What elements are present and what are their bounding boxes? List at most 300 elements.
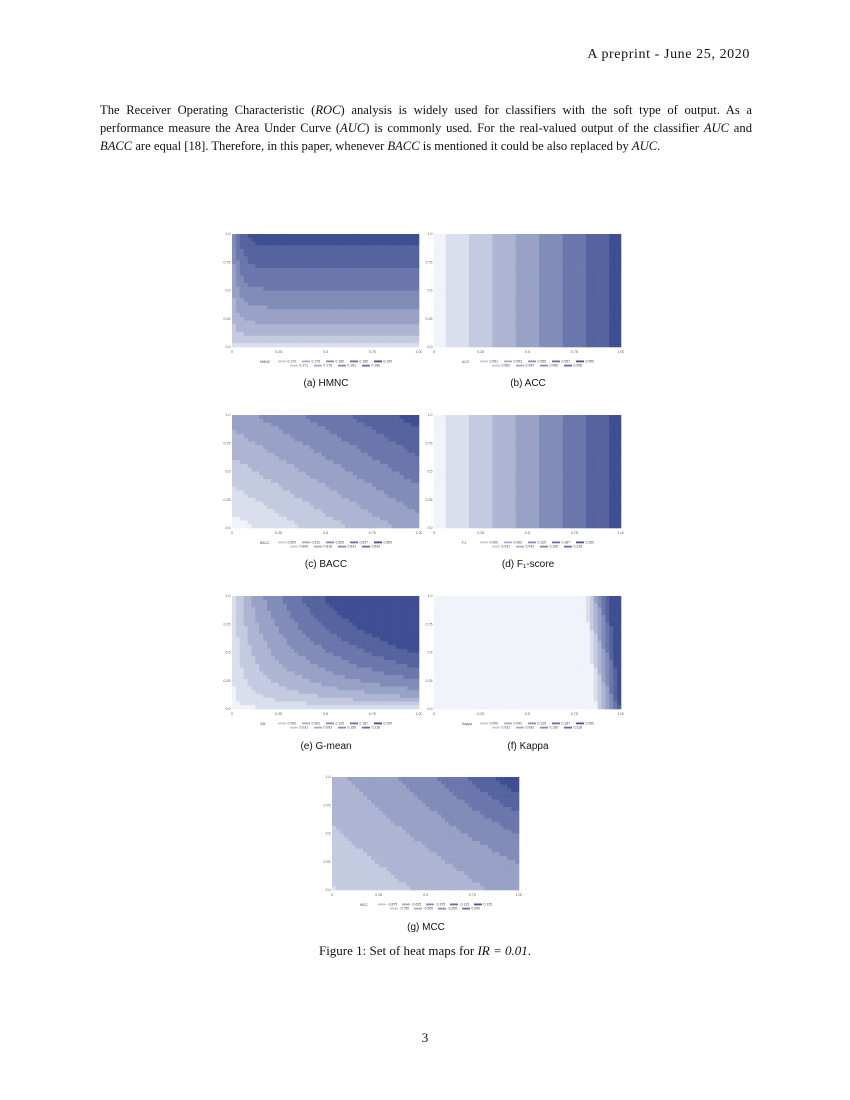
heatmap-cell: [438, 253, 442, 257]
heatmap-cell: [407, 472, 411, 476]
heatmap-cell: [275, 517, 279, 521]
heatmap-cell: [279, 294, 283, 298]
heatmap-cell: [613, 253, 617, 257]
heatmap-cell: [442, 438, 446, 442]
heatmap-cell: [465, 464, 469, 468]
heatmap-cell: [590, 336, 594, 340]
heatmap-cell: [504, 430, 508, 434]
heatmap-cell: [400, 483, 404, 487]
heatmap-cell: [232, 520, 236, 524]
heatmap-cell: [473, 309, 477, 313]
heatmap-cell: [248, 324, 252, 328]
heatmap-cell: [298, 419, 302, 423]
heatmap-cell: [333, 524, 337, 528]
heatmap-cell: [415, 332, 419, 336]
heatmap-cell: [251, 336, 255, 340]
heatmap-cell: [489, 249, 493, 253]
heatmap-cell: [400, 487, 404, 491]
heatmap-cell: [504, 238, 508, 242]
heatmap-cell: [302, 313, 306, 317]
heatmap-cell: [531, 343, 535, 347]
heatmap-cell: [438, 343, 442, 347]
heatmap-cell: [236, 419, 240, 423]
heatmap-cell: [609, 291, 613, 295]
heatmap-cell: [535, 339, 539, 343]
heatmap-cell: [492, 475, 496, 479]
heatmap-cell: [279, 415, 283, 419]
heatmap-cell: [574, 306, 578, 310]
heatmap-cell: [457, 475, 461, 479]
heatmap-cell: [400, 313, 404, 317]
heatmap-cell: [248, 445, 252, 449]
heatmap-cell: [302, 302, 306, 306]
heatmap-cell: [326, 339, 330, 343]
heatmap-cell: [438, 449, 442, 453]
heatmap-cell: [396, 502, 400, 506]
heatmap-cell: [236, 332, 240, 336]
heatmap-cell: [287, 328, 291, 332]
heatmap-cell: [255, 472, 259, 476]
heatmap-cell: [598, 339, 602, 343]
heatmap-cell: [232, 460, 236, 464]
heatmap-cell: [275, 453, 279, 457]
heatmap-cell: [570, 291, 574, 295]
heatmap-cell: [555, 306, 559, 310]
heatmap-cell: [411, 468, 415, 472]
heatmap-cell: [403, 430, 407, 434]
heatmap-cell: [528, 234, 532, 238]
heatmap-cell: [446, 490, 450, 494]
heatmap-cell: [539, 294, 543, 298]
heatmap-cell: [528, 287, 532, 291]
heatmap-cell: [244, 513, 248, 517]
heatmap-cell: [415, 479, 419, 483]
heatmap-cell: [547, 275, 551, 279]
heatmap-cell: [492, 264, 496, 268]
heatmap-cell: [590, 328, 594, 332]
heatmap-cell: [361, 291, 365, 295]
heatmap-cell: [337, 249, 341, 253]
heatmap-cell: [294, 423, 298, 427]
legend-swatch: [564, 365, 572, 367]
heatmap-cell: [461, 343, 465, 347]
heatmap-cell: [434, 453, 438, 457]
heatmap-cell: [392, 264, 396, 268]
heatmap-cell: [306, 483, 310, 487]
heatmap-cell: [559, 234, 563, 238]
heatmap-cell: [263, 513, 267, 517]
heatmap-cell: [434, 449, 438, 453]
heatmap-cell: [368, 336, 372, 340]
heatmap-cell: [341, 505, 345, 509]
heatmap-cell: [267, 434, 271, 438]
heatmap-cell: [244, 272, 248, 276]
heatmap-cell: [306, 426, 310, 430]
heatmap-cell: [333, 517, 337, 521]
heatmap-cell: [232, 242, 236, 246]
heatmap-cell: [349, 253, 353, 257]
heatmap-cell: [388, 324, 392, 328]
heatmap-cell: [469, 234, 473, 238]
heatmap-cell: [547, 332, 551, 336]
heatmap-cell: [341, 268, 345, 272]
heatmap-cell: [457, 430, 461, 434]
heatmap-cell: [380, 460, 384, 464]
heatmap-cell: [400, 283, 404, 287]
heatmap-cell: [590, 238, 594, 242]
heatmap-cell: [496, 524, 500, 528]
heatmap-cell: [322, 438, 326, 442]
heatmap-cell: [384, 324, 388, 328]
heatmap-cell: [322, 468, 326, 472]
heatmap-cell: [329, 321, 333, 325]
heatmap-cell: [392, 434, 396, 438]
heatmap-cell: [314, 415, 318, 419]
heatmap-cell: [368, 291, 372, 295]
heatmap-cell: [380, 283, 384, 287]
heatmap-cell: [609, 234, 613, 238]
heatmap-cell: [392, 302, 396, 306]
heatmap-cell: [322, 505, 326, 509]
heatmap-cell: [255, 517, 259, 521]
heatmap-cell: [384, 321, 388, 325]
heatmap-cell: [368, 313, 372, 317]
heatmap-cell: [504, 298, 508, 302]
heatmap-cell: [578, 260, 582, 264]
heatmap-cell: [329, 253, 333, 257]
heatmap-cell: [372, 264, 376, 268]
heatmap-cell: [290, 453, 294, 457]
heatmap-cell: [481, 268, 485, 272]
heatmap-cell: [248, 423, 252, 427]
heatmap-cell: [271, 268, 275, 272]
heatmap-cell: [392, 460, 396, 464]
heatmap-cell: [259, 321, 263, 325]
heatmap-cell: [438, 249, 442, 253]
heatmap-cell: [469, 238, 473, 242]
heatmap-cell: [353, 324, 357, 328]
heatmap-cell: [605, 328, 609, 332]
heatmap-cell: [582, 343, 586, 347]
heatmap-cell: [481, 456, 485, 460]
heatmap-cell: [251, 487, 255, 491]
heatmap-cell: [508, 279, 512, 283]
heatmap-cell: [438, 279, 442, 283]
heatmap-cell: [318, 524, 322, 528]
heatmap-cell: [310, 475, 314, 479]
heatmap-cell: [453, 441, 457, 445]
heatmap-cell: [263, 445, 267, 449]
heatmap-cell: [473, 453, 477, 457]
heatmap-cell: [473, 464, 477, 468]
heatmap-cell: [586, 324, 590, 328]
heatmap-cell: [255, 419, 259, 423]
heatmap-cell: [341, 449, 345, 453]
heatmap-cell: [294, 502, 298, 506]
heatmap-cell: [438, 294, 442, 298]
heatmap-cell: [349, 453, 353, 457]
heatmap-cell: [555, 328, 559, 332]
heatmap-cell: [298, 513, 302, 517]
heatmap-cell: [298, 313, 302, 317]
heatmap-cell: [492, 234, 496, 238]
heatmap-cell: [504, 434, 508, 438]
heatmap-cell: [473, 242, 477, 246]
heatmap-cell: [322, 490, 326, 494]
heatmap-cell: [364, 272, 368, 276]
heatmap-cell: [477, 294, 481, 298]
heatmap-cell: [244, 464, 248, 468]
heatmap-cell: [396, 430, 400, 434]
heatmap-cell: [294, 291, 298, 295]
heatmap-cell: [531, 317, 535, 321]
heatmap-cell: [318, 234, 322, 238]
heatmap-cell: [613, 317, 617, 321]
heatmap-cell: [598, 328, 602, 332]
heatmap-cell: [372, 464, 376, 468]
heatmap-cell: [259, 513, 263, 517]
heatmap-cell: [259, 306, 263, 310]
heatmap-cell: [570, 253, 574, 257]
heatmap-cell: [302, 438, 306, 442]
heatmap-cell: [457, 524, 461, 528]
heatmap-cell: [263, 332, 267, 336]
heatmap-cell: [326, 464, 330, 468]
heatmap-cell: [248, 475, 252, 479]
heatmap-cell: [551, 272, 555, 276]
heatmap-cell: [496, 321, 500, 325]
heatmap-cell: [528, 306, 532, 310]
heatmap-cell: [524, 343, 528, 347]
heatmap-cell: [566, 294, 570, 298]
heatmap-cell: [248, 468, 252, 472]
heatmap-cell: [434, 438, 438, 442]
heatmap-cell: [407, 513, 411, 517]
heatmap-cell: [492, 483, 496, 487]
heatmap-cell: [255, 468, 259, 472]
heatmap-cell: [434, 343, 438, 347]
heatmap-cell: [551, 324, 555, 328]
heatmap-cell: [240, 494, 244, 498]
heatmap-cell: [251, 430, 255, 434]
heatmap-cell: [380, 234, 384, 238]
heatmap-cell: [396, 509, 400, 513]
heatmap-cell: [465, 479, 469, 483]
heatmap-cell: [566, 264, 570, 268]
heatmap-cell: [453, 419, 457, 423]
legend-swatch: [516, 365, 524, 367]
heatmap-cell: [465, 339, 469, 343]
heatmap-cell: [613, 324, 617, 328]
heatmap-cell: [255, 294, 259, 298]
heatmap-cell: [392, 453, 396, 457]
heatmap-cell: [563, 332, 567, 336]
heatmap-cell: [306, 419, 310, 423]
heatmap-cell: [508, 245, 512, 249]
heatmap-cell: [287, 279, 291, 283]
heatmap-cell: [508, 257, 512, 261]
heatmap-cell: [516, 317, 520, 321]
heatmap-cell: [361, 449, 365, 453]
heatmap-cell: [318, 272, 322, 276]
heatmap-cell: [407, 260, 411, 264]
heatmap-cell: [457, 343, 461, 347]
heatmap-cell: [602, 294, 606, 298]
heatmap-cell: [450, 464, 454, 468]
heatmap-cell: [236, 520, 240, 524]
heatmap-cell: [310, 502, 314, 506]
heatmap-cell: [290, 449, 294, 453]
heatmap-cell: [248, 487, 252, 491]
x-tick-label: 0.5: [323, 350, 328, 354]
heatmap-cell: [341, 287, 345, 291]
heatmap-cell: [380, 336, 384, 340]
heatmap-cell: [400, 321, 404, 325]
heatmap-cell: [461, 272, 465, 276]
heatmap-cell: [240, 520, 244, 524]
heatmap-cell: [259, 332, 263, 336]
heatmap-cell: [411, 423, 415, 427]
heatmap-cell: [240, 313, 244, 317]
heatmap-cell: [586, 306, 590, 310]
heatmap-cell: [329, 249, 333, 253]
heatmap-cell: [465, 328, 469, 332]
heatmap-cell: [267, 472, 271, 476]
heatmap-cell: [411, 520, 415, 524]
heatmap-cell: [415, 524, 419, 528]
heatmap-cell: [465, 249, 469, 253]
heatmap-cell: [578, 291, 582, 295]
heatmap-cell: [298, 287, 302, 291]
heatmap-cell: [388, 257, 392, 261]
heatmap-cell: [294, 509, 298, 513]
heatmap-cell: [337, 309, 341, 313]
heatmap-cell: [263, 260, 267, 264]
heatmap-cell: [357, 272, 361, 276]
heatmap-cell: [294, 242, 298, 246]
heatmap-cell: [341, 426, 345, 430]
heatmap-cell: [400, 298, 404, 302]
heatmap-cell: [333, 294, 337, 298]
heatmap-cell: [349, 520, 353, 524]
heatmap-cell: [244, 321, 248, 325]
heatmap-cell: [271, 317, 275, 321]
heatmap-cell: [275, 479, 279, 483]
heatmap-cell: [357, 460, 361, 464]
heatmap-cell: [473, 438, 477, 442]
heatmap-cell: [232, 505, 236, 509]
heatmap-cell: [407, 343, 411, 347]
heatmap-cell: [481, 517, 485, 521]
heatmap-cell: [290, 291, 294, 295]
heatmap-cell: [275, 498, 279, 502]
heatmap-cell: [438, 520, 442, 524]
heatmap-cell: [446, 257, 450, 261]
heatmap-cell: [384, 513, 388, 517]
heatmap-cell: [551, 242, 555, 246]
heatmap-cell: [248, 513, 252, 517]
heatmap-cell: [489, 336, 493, 340]
heatmap-cell: [287, 502, 291, 506]
heatmap-cell: [582, 272, 586, 276]
heatmap-cell: [255, 434, 259, 438]
heatmap-cell: [333, 260, 337, 264]
heatmap-cell: [255, 287, 259, 291]
heatmap-cell: [244, 505, 248, 509]
heatmap-cell: [461, 415, 465, 419]
heatmap-cell: [442, 298, 446, 302]
heatmap-cell: [255, 317, 259, 321]
heatmap-cell: [279, 513, 283, 517]
heatmap-cell: [605, 242, 609, 246]
heatmap-cell: [457, 445, 461, 449]
heatmap-cell: [500, 321, 504, 325]
heatmap-cell: [380, 524, 384, 528]
heatmap-cell: [290, 487, 294, 491]
heatmap-cell: [524, 336, 528, 340]
heatmap-cell: [485, 513, 489, 517]
heatmap-cell: [279, 490, 283, 494]
heatmap-cell: [263, 291, 267, 295]
heatmap-cell: [259, 490, 263, 494]
heatmap-cell: [586, 339, 590, 343]
heatmap-cell: [290, 249, 294, 253]
legend-label: 0.959: [585, 359, 594, 364]
heatmap-cell: [364, 472, 368, 476]
heatmap-cell: [570, 234, 574, 238]
heatmap-cell: [566, 279, 570, 283]
heatmap-cell: [267, 306, 271, 310]
heatmap-cell: [453, 257, 457, 261]
heatmap-cell: [469, 279, 473, 283]
heatmap-cell: [279, 234, 283, 238]
heatmap-cell: [407, 456, 411, 460]
heatmap-cell: [485, 328, 489, 332]
heatmap-cell: [481, 275, 485, 279]
heatmap-cell: [446, 498, 450, 502]
heatmap-cell: [516, 272, 520, 276]
heatmap-cell: [326, 336, 330, 340]
heatmap-cell: [508, 328, 512, 332]
heatmap-cell: [349, 324, 353, 328]
heatmap-cell: [329, 343, 333, 347]
heatmap-cell: [551, 260, 555, 264]
legend-label: 0.812: [311, 540, 320, 545]
heatmap-cell: [617, 339, 621, 343]
heatmap-cell: [294, 317, 298, 321]
heatmap-cell: [555, 302, 559, 306]
heatmap-cell: [411, 464, 415, 468]
heatmap-cell: [465, 294, 469, 298]
heatmap-cell: [283, 257, 287, 261]
heatmap-cell: [481, 498, 485, 502]
heatmap-cell: [520, 234, 524, 238]
heatmap-cell: [457, 245, 461, 249]
heatmap-cell: [442, 490, 446, 494]
heatmap-cell: [290, 472, 294, 476]
heatmap-cell: [535, 234, 539, 238]
heatmap-cell: [341, 339, 345, 343]
heatmap-cell: [361, 479, 365, 483]
heatmap-cell: [461, 313, 465, 317]
heatmap-cell: [290, 302, 294, 306]
heatmap-cell: [353, 287, 357, 291]
heatmap-cell: [368, 434, 372, 438]
heatmap-cell: [469, 445, 473, 449]
heatmap-cell: [341, 460, 345, 464]
heatmap-cell: [570, 287, 574, 291]
heatmap-cell: [457, 434, 461, 438]
